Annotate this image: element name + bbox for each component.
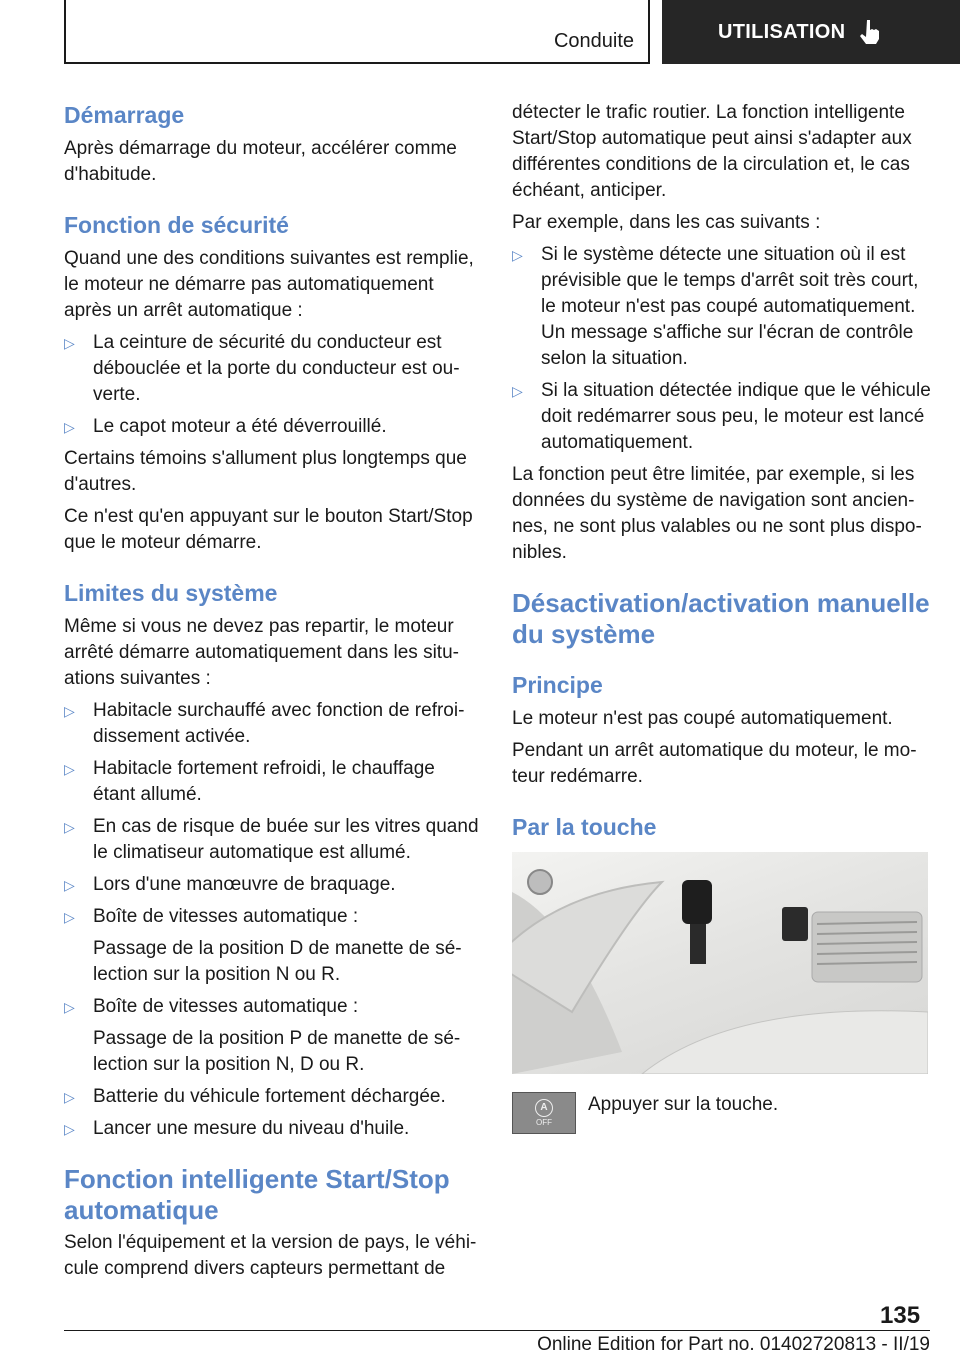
paragraph: Appuyer sur la touche.: [588, 1094, 779, 1115]
list-item: [64, 814, 482, 866]
list-item-text: Si la situation détectée indique que le véhicule doit redémarrer sous peu, le moteur est lancé automatiquement.: [541, 380, 931, 453]
section-touche: [512, 812, 932, 1134]
heading-principe: Principe: [512, 672, 603, 698]
heading-limites: Limites du système: [64, 580, 278, 606]
paragraph: Le moteur n'est pas coupé automatiquement.: [512, 708, 893, 729]
triangle-bullet-icon: ▷: [64, 703, 75, 719]
list-item: [64, 994, 482, 1020]
triangle-bullet-icon: ▷: [64, 1121, 75, 1137]
list-item: [64, 414, 482, 440]
bullet-list: [64, 698, 482, 930]
paragraph: Même si vous ne devez pas repartir, le moteur arrêté démarre automatiquement dans les situations suivantes :: [64, 616, 459, 689]
list-item-text: Le capot moteur a été déverrouillé.: [93, 416, 387, 437]
footer-divider: [64, 1330, 930, 1331]
paragraph: détecter le trafic routier. La fonction intelligente Start/Stop automatique peut ainsi s'adapter aux différentes conditions de la circulation et, le cas échéant, anticiper.: [512, 102, 912, 201]
list-item-text: La ceinture de sécurité du conducteur est débouclée et la porte du conducteur est ouverte.: [93, 332, 460, 405]
paragraph: Après démarrage du moteur, accélérer comme d'habitude.: [64, 138, 457, 185]
paragraph: Quand une des conditions suivantes est remplie, le moteur ne démarre pas automatiquement après un arrêt automatique :: [64, 248, 474, 321]
section-demarrage: [64, 100, 482, 188]
auto-start-stop-button-icon: [512, 1092, 576, 1134]
heading-intelligente: Fonction intelligente Start/Stop automatique: [64, 1164, 450, 1225]
paragraph: La fonction peut être limitée, par exemple, si les données du système de navigation sont anciennes, ne sont plus valables ou ne sont plus disponibles.: [512, 464, 922, 563]
footer-edition: Online Edition for Part no. 01402720813 - II/19: [537, 1334, 930, 1355]
list-item-detail: Passage de la position D de manette de sélection sur la position N ou R.: [93, 938, 462, 985]
list-item-text: Habitacle fortement refroidi, le chauffage étant allumé.: [93, 758, 435, 805]
button-instruction-row: [512, 1092, 932, 1134]
list-item: [64, 904, 482, 930]
list-item-detail: Passage de la position P de manette de sélection sur la position N, D ou R.: [93, 1028, 461, 1075]
list-item-text: Boîte de vitesses automatique :: [93, 996, 359, 1017]
triangle-bullet-icon: ▷: [64, 1089, 75, 1105]
section-securite: [64, 210, 482, 556]
list-item-text: En cas de risque de buée sur les vitres quand le climatiseur automatique est allumé.: [93, 816, 479, 863]
pointing-hand-icon: [859, 19, 883, 45]
list-item: [64, 1084, 482, 1110]
paragraph: Certains témoins s'allument plus longtemps que d'autres.: [64, 448, 467, 495]
bullet-list: [64, 994, 482, 1020]
a-off-icon: A: [535, 1099, 553, 1117]
triangle-bullet-icon: ▷: [64, 877, 75, 893]
heading-desactivation: Désactivation/activation manuelle du système: [512, 588, 930, 649]
paragraph: Pendant un arrêt automatique du moteur, le moteur redémarre.: [512, 740, 917, 787]
dashboard-illustration: [512, 852, 928, 1074]
bullet-list: [64, 1084, 482, 1142]
section-limites: [64, 578, 482, 1142]
header-section-box: [64, 0, 650, 64]
list-item-text: Habitacle surchauffé avec fonction de refroidissement activée.: [93, 700, 465, 747]
triangle-bullet-icon: ▷: [64, 999, 75, 1015]
list-item: [64, 756, 482, 808]
triangle-bullet-icon: ▷: [64, 419, 75, 435]
bullet-list: [64, 330, 482, 440]
paragraph: Selon l'équipement et la version de pays, le véhicule comprend divers capteurs permettant de: [64, 1232, 477, 1279]
paragraph: Ce n'est qu'en appuyant sur le bouton Start/Stop que le moteur démarre.: [64, 506, 473, 553]
header-chapter-tab: [662, 0, 960, 64]
list-item: [64, 872, 482, 898]
section-principe: [512, 670, 932, 790]
list-item: [64, 1116, 482, 1142]
bullet-list: [512, 242, 932, 456]
right-column: [512, 100, 932, 1134]
header-section-title: Conduite: [553, 30, 634, 52]
list-item-text: Lancer une mesure du niveau d'huile.: [93, 1118, 410, 1139]
left-column: [64, 100, 482, 1288]
list-item: [64, 330, 482, 408]
triangle-bullet-icon: ▷: [512, 247, 523, 263]
list-item-text: Si le système détecte une situation où il est prévisible que le temps d'arrêt soit très court, le moteur n'est pas coupé automatiquement. Un message s'affiche sur l'écran de contrôle selon la situation.: [541, 244, 919, 369]
list-item-text: Lors d'une manœuvre de braquage.: [93, 874, 396, 895]
triangle-bullet-icon: ▷: [64, 335, 75, 351]
heading-touche: Par la touche: [512, 814, 657, 840]
list-item: [512, 242, 932, 372]
page-number: 135: [880, 1302, 921, 1329]
off-label: OFF: [536, 1118, 552, 1127]
section-intelligente: [64, 1164, 482, 1282]
triangle-bullet-icon: ▷: [512, 383, 523, 399]
paragraph: Par exemple, dans les cas suivants :: [512, 212, 821, 233]
triangle-bullet-icon: ▷: [64, 761, 75, 777]
heading-demarrage: Démarrage: [64, 102, 185, 128]
list-item: [512, 378, 932, 456]
dashboard-photo: [512, 852, 928, 1074]
triangle-bullet-icon: ▷: [64, 819, 75, 835]
heading-securite: Fonction de sécurité: [64, 212, 289, 238]
list-item-text: Boîte de vitesses automatique :: [93, 906, 359, 927]
list-item: [64, 698, 482, 750]
header-chapter-title: UTILISATION: [718, 20, 846, 43]
triangle-bullet-icon: ▷: [64, 909, 75, 925]
list-item-text: Batterie du véhicule fortement déchargée.: [93, 1086, 446, 1107]
